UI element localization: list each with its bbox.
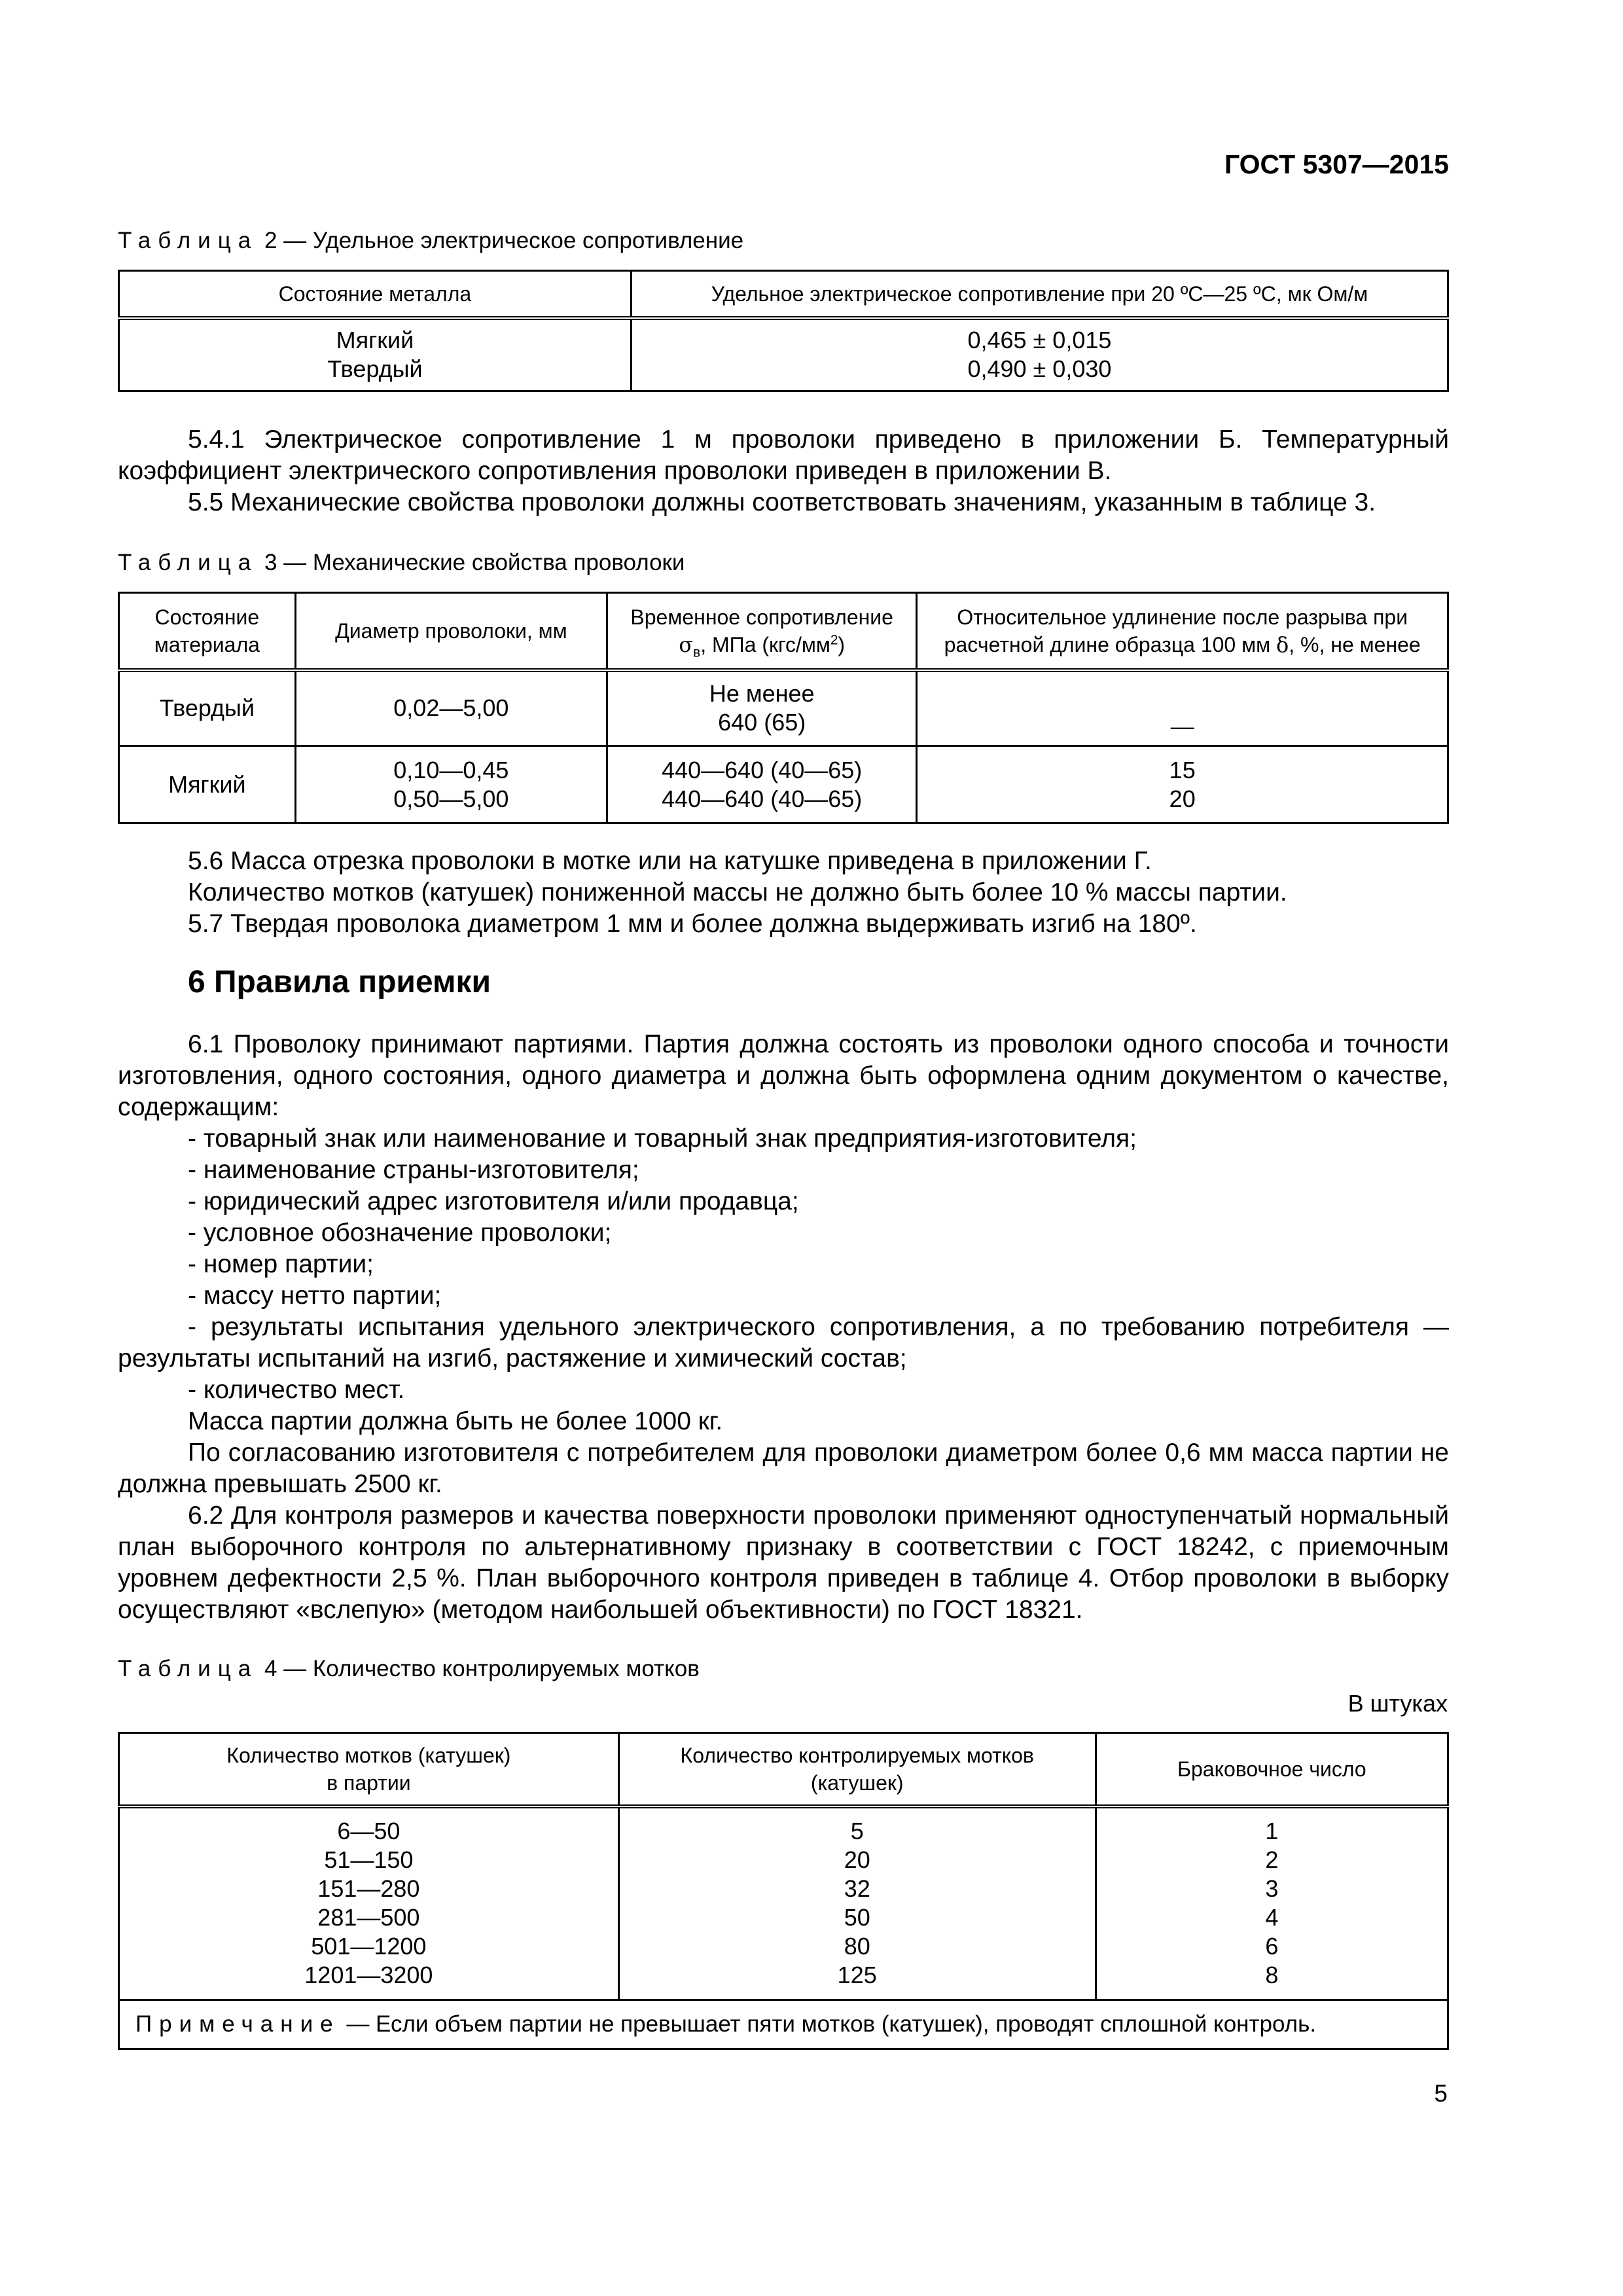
table4-caption-text: 4 — Количество контролируемых мотков [264,1656,700,1681]
table-cell: 80 [844,1933,870,1960]
table-cell: 501—1200 [311,1933,427,1960]
table-cell: 3 [1265,1875,1279,1903]
table-cell: 51—150 [324,1846,414,1874]
table4-units: В штуках [1347,1690,1448,1717]
header-line: Количество мотков (катушек) [226,1743,511,1767]
table3-header-tensile [607,593,916,670]
table-cell: Мягкий [336,327,414,354]
table-cell: 6 [1265,1933,1279,1960]
table-cell: 2 [1265,1846,1279,1874]
table3-header-diameter: Диаметр проволоки, мм [295,593,607,670]
list-item-test-results: - результаты испытания удельного электрического сопротивления, а по требованию потребителя — результаты испытаний на изгиб, растяжение и химический состав; [118,1313,1449,1372]
table3-header-state [119,593,296,670]
table-cell: 151—280 [317,1875,420,1903]
table4-note [119,2000,1448,2049]
table-cell [607,670,916,746]
list-item: - наименование страны-изготовителя; [188,1156,639,1184]
table-cell: 0,02—5,00 [295,670,607,746]
header-text: ) [838,632,846,656]
table-cell: Мягкий [119,746,296,823]
header-line: материала [154,632,260,656]
cell-line: 440—640 (40—65) [662,756,863,783]
table-cell: — [917,670,1448,746]
table2-values [631,318,1448,391]
cell-line: 0,50—5,00 [393,785,509,812]
paragraph-6-2: 6.2 Для контроля размеров и качества поверхности проволоки применяют одноступенчатый нормальный план выборочного контроля по альтернативному признаку в соответствии с ГОСТ 18242, с приемочным уровнем дефектности 2,5 %. План выборочного контроля приведен в таблице 4. Отбор проволоки в выборку осуществляют «вслепую» (методом наибольшей объективности) по ГОСТ 18321. [118,1501,1449,1624]
note-prefix: Примечание [135,2011,340,2037]
table4-header-sample-size [618,1733,1096,1806]
table4-reject-numbers [1096,1806,1448,2000]
cell-line: 15 [1169,756,1196,783]
cell-line: 640 (65) [718,709,806,736]
table3-caption-prefix: Таблица [118,550,259,575]
superscript: 2 [830,632,838,648]
table2-caption-text: 2 — Удельное электрическое сопротивление [264,228,744,253]
table-cell: 1201—3200 [304,1962,433,1989]
table-cell: 50 [844,1904,870,1931]
table-row [119,746,1448,823]
cell-line: 20 [1169,785,1196,812]
table2-caption [118,228,743,254]
header-line: Количество контролируемых мотков [680,1743,1034,1767]
list-item: - количество мест. [188,1376,405,1404]
table4-sample-sizes [618,1806,1096,2000]
paragraph-5-4-1: 5.4.1 Электрическое сопротивление 1 м проволоки приведено в приложении Б. Температурный коэффициент электрического сопротивления проволоки приведен в приложении В. [118,425,1449,485]
table-cell: 32 [844,1875,870,1903]
note-text: — Если объем партии не превышает пяти мотков (катушек), проводят сплошной контроль. [340,2011,1317,2037]
table-cell: Твердый [119,670,296,746]
cell-line: 440—640 (40—65) [662,785,863,812]
header-line: Состояние [154,605,260,629]
paragraph-5-6-continued: Количество мотков (катушек) пониженной массы не должно быть более 10 % массы партии. [188,878,1287,906]
mass-limit: Масса партии должна быть не более 1000 кг. [188,1407,723,1435]
table2 [118,270,1449,392]
paragraph-5-6: 5.6 Масса отрезка проволоки в мотке или на катушке приведена в приложении Г. [188,847,1152,875]
paragraph-5-7: 5.7 Твердая проволока диаметром 1 мм и более должна выдерживать изгиб на 180º. [188,910,1197,938]
agreement-paragraph: По согласованию изготовителя с потребителем для проволоки диаметром более 0,6 мм масса партии не должна превышать 2500 кг. [118,1439,1449,1498]
header-text: расчетной длине образца 100 мм [944,632,1276,656]
cell-line: Не менее [709,680,815,708]
table4-caption [118,1656,700,1682]
header-line [608,631,916,658]
delta-symbol: δ [1276,632,1289,657]
table-cell: 8 [1265,1962,1279,1989]
header-line: Временное сопротивление [630,605,893,629]
table3 [118,592,1449,824]
table-cell [917,746,1448,823]
table-cell: Твердый [327,355,423,383]
header-line: в партии [327,1770,411,1795]
table2-caption-prefix: Таблица [118,228,259,253]
table-cell: 125 [837,1962,877,1989]
list-item: - юридический адрес изготовителя и/или продавца; [188,1187,799,1215]
table-cell: 1 [1265,1818,1279,1845]
table-cell: 0,490 ± 0,030 [967,355,1112,383]
table3-caption-text: 3 — Механические свойства проволоки [264,550,685,575]
header-text: , МПа (кгс/мм [700,632,830,656]
header-line: Относительное удлинение после разрыва при [957,605,1408,629]
table4-caption-prefix: Таблица [118,1656,259,1681]
header-line [918,631,1447,658]
table-cell: 281—500 [317,1904,420,1931]
table-cell: 20 [844,1846,870,1874]
list-item: - номер партии; [188,1250,374,1278]
table-cell: 6—50 [337,1818,401,1845]
subscript: в [693,645,701,660]
table2-header-state: Состояние металла [119,271,632,318]
table-cell [295,746,607,823]
table-cell: 4 [1265,1904,1279,1931]
list-item: - условное обозначение проволоки; [188,1219,612,1247]
sigma-symbol: σ [679,632,694,657]
table3-header-elongation [917,593,1448,670]
list-item: - товарный знак или наименование и товарный знак предприятия-изготовителя; [188,1124,1137,1153]
table-cell: 0,465 ± 0,015 [967,327,1112,354]
document-code: ГОСТ 5307—2015 [1224,149,1449,179]
header-line: (катушек) [810,1770,904,1795]
table4-lot-sizes [119,1806,619,2000]
cell-line: 0,10—0,45 [393,756,509,783]
table-row [119,670,1448,746]
header-text: , %, не менее [1289,632,1421,656]
table-cell [607,746,916,823]
section-title: 6 Правила приемки [188,965,491,999]
table4-header-lot-size [119,1733,619,1806]
table4-header-reject-number: Браковочное число [1096,1733,1448,1806]
table2-states [119,318,632,391]
table2-header-resistivity: Удельное электрическое сопротивление при 20 ºC—25 ºC, мк Ом/м [631,271,1448,318]
list-item: - массу нетто партии; [188,1282,442,1310]
paragraph-6-1: 6.1 Проволоку принимают партиями. Партия должна состоять из проволоки одного способа и точности изготовления, одного состояния, одного диаметра и должна быть оформлена одним документом о качестве, содержащим: [118,1030,1449,1121]
page-number: 5 [1434,2080,1448,2107]
table3-caption [118,550,685,576]
table4 [118,1732,1449,2050]
table-cell: 5 [850,1818,864,1845]
paragraph-5-5: 5.5 Механические свойства проволоки должны соответствовать значениям, указанным в таблице 3. [188,488,1376,516]
